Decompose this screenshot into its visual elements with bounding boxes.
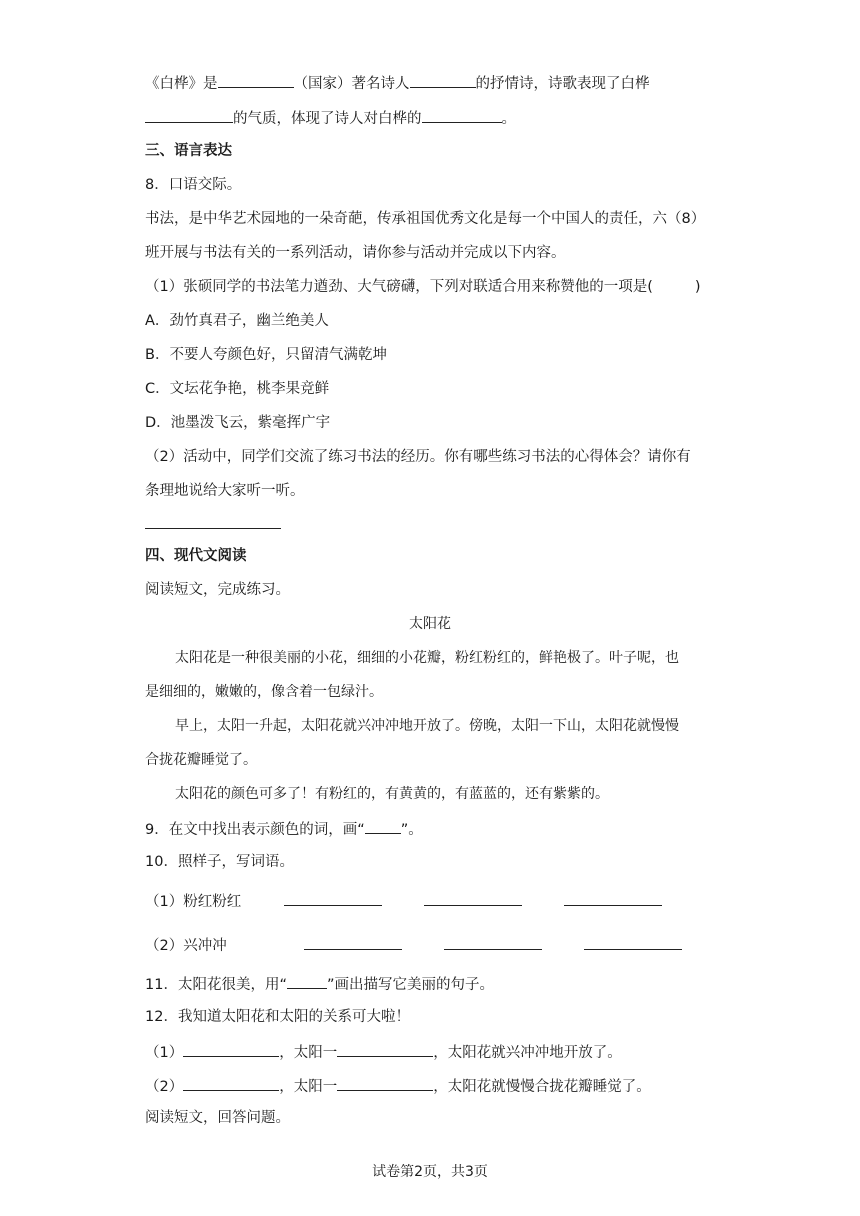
text: 9．在文中找出表示颜色的词，画“ <box>145 822 365 838</box>
answer-blank[interactable] <box>337 1041 433 1057</box>
answer-blank[interactable] <box>410 72 476 88</box>
question-9 <box>145 818 423 840</box>
text: ，太阳花就慢慢合拢花瓣睡觉了。 <box>433 1079 651 1095</box>
passage-paragraph-1: 太阳花是一种很美丽的小花，细细的小花瓣，粉红粉红的，鲜艳极了。叶子呢，也 <box>175 650 679 666</box>
option-a[interactable]: A．劲竹真君子，幽兰绝美人 <box>145 313 329 329</box>
text: ”画出描写它美丽的句子。 <box>326 977 494 993</box>
text: ，太阳一 <box>279 1079 338 1095</box>
fill-line-1 <box>145 72 650 94</box>
question-12: 12．我知道太阳花和太阳的关系可大啦！ <box>145 1009 410 1025</box>
question-10: 10．照样子，写词语。 <box>145 854 294 870</box>
answer-blank[interactable] <box>284 890 382 906</box>
answer-blank[interactable] <box>304 934 402 950</box>
question-8-1 <box>145 277 701 297</box>
reading-intro-2: 阅读短文，回答问题。 <box>145 1110 290 1126</box>
section-heading-4: 四、现代文阅读 <box>145 548 247 564</box>
fill-line-2 <box>145 107 516 129</box>
answer-line[interactable] <box>145 528 281 529</box>
question-8-2: （2）活动中，同学们交流了练习书法的经历。你有哪些练习书法的心得体会？请你有 <box>145 449 691 465</box>
option-b[interactable]: B．不要人夸颜色好，只留清气满乾坤 <box>145 347 387 363</box>
text: （2） <box>145 1079 184 1095</box>
text: 。 <box>501 111 516 127</box>
text: （2）兴冲冲 <box>145 938 227 954</box>
text: ，太阳一 <box>279 1045 338 1061</box>
passage-paragraph-2: 早上，太阳一升起，太阳花就兴冲冲地开放了。傍晚，太阳一下山，太阳花就慢慢 <box>175 718 679 734</box>
answer-blank[interactable] <box>422 107 502 123</box>
paragraph: 班开展与书法有关的一系列活动，请你参与活动并完成以下内容。 <box>145 245 566 261</box>
page-footer: 试卷第2页，共3页 <box>372 1164 488 1180</box>
question-12-1 <box>145 1041 622 1063</box>
answer-blank[interactable] <box>218 72 294 88</box>
underline-mark <box>287 973 327 989</box>
answer-blank[interactable] <box>564 890 662 906</box>
question-8: 8．口语交际。 <box>145 177 242 193</box>
answer-blank[interactable] <box>584 934 682 950</box>
option-c[interactable]: C．文坛花争艳，桃李果竞鲜 <box>145 381 330 397</box>
reading-intro: 阅读短文，完成练习。 <box>145 582 290 598</box>
option-d[interactable]: D．池墨泼飞云，紫毫挥广宇 <box>145 415 331 431</box>
question-12-2 <box>145 1075 651 1097</box>
answer-blank[interactable] <box>183 1075 279 1091</box>
question-10-1 <box>145 892 241 912</box>
passage-paragraph-1-cont: 是细细的，嫩嫩的，像含着一包绿汁。 <box>145 684 383 700</box>
answer-blank[interactable] <box>444 934 542 950</box>
text: （国家）著名诗人 <box>293 76 410 92</box>
paragraph: 书法，是中华艺术园地的一朵奇葩，传承祖国优秀文化是每一个中国人的责任，六（8） <box>145 211 706 227</box>
passage-title: 太阳花 <box>409 616 451 632</box>
underline-mark <box>365 818 401 834</box>
text: （1）粉红粉红 <box>145 894 242 910</box>
answer-blank[interactable] <box>183 1041 279 1057</box>
text: （1）张硕同学的书法笔力遒劲、大气磅礴，下列对联适合用来称赞他的一项是( <box>145 279 653 295</box>
text: ，太阳花就兴冲冲地开放了。 <box>433 1045 622 1061</box>
passage-paragraph-3: 太阳花的颜色可多了！有粉红的，有黄黄的，有蓝蓝的，还有紫紫的。 <box>175 786 609 802</box>
text: 的抒情诗，诗歌表现了白桦 <box>475 76 650 92</box>
text: 《白桦》是 <box>145 76 218 92</box>
question-11 <box>145 973 494 995</box>
text: ) <box>694 279 701 295</box>
answer-blank[interactable] <box>145 107 233 123</box>
section-heading-3: 三、语言表达 <box>145 143 232 159</box>
answer-blank[interactable] <box>424 890 522 906</box>
text: ”。 <box>400 822 423 838</box>
answer-blank[interactable] <box>337 1075 433 1091</box>
text: 11．太阳花很美，用“ <box>145 977 287 993</box>
passage-paragraph-2-cont: 合拢花瓣睡觉了。 <box>145 752 257 768</box>
question-10-2 <box>145 936 227 956</box>
text: 的气质，体现了诗人对白桦的 <box>233 111 422 127</box>
text: （1） <box>145 1045 184 1061</box>
question-8-2-cont: 条理地说给大家听一听。 <box>145 483 305 499</box>
